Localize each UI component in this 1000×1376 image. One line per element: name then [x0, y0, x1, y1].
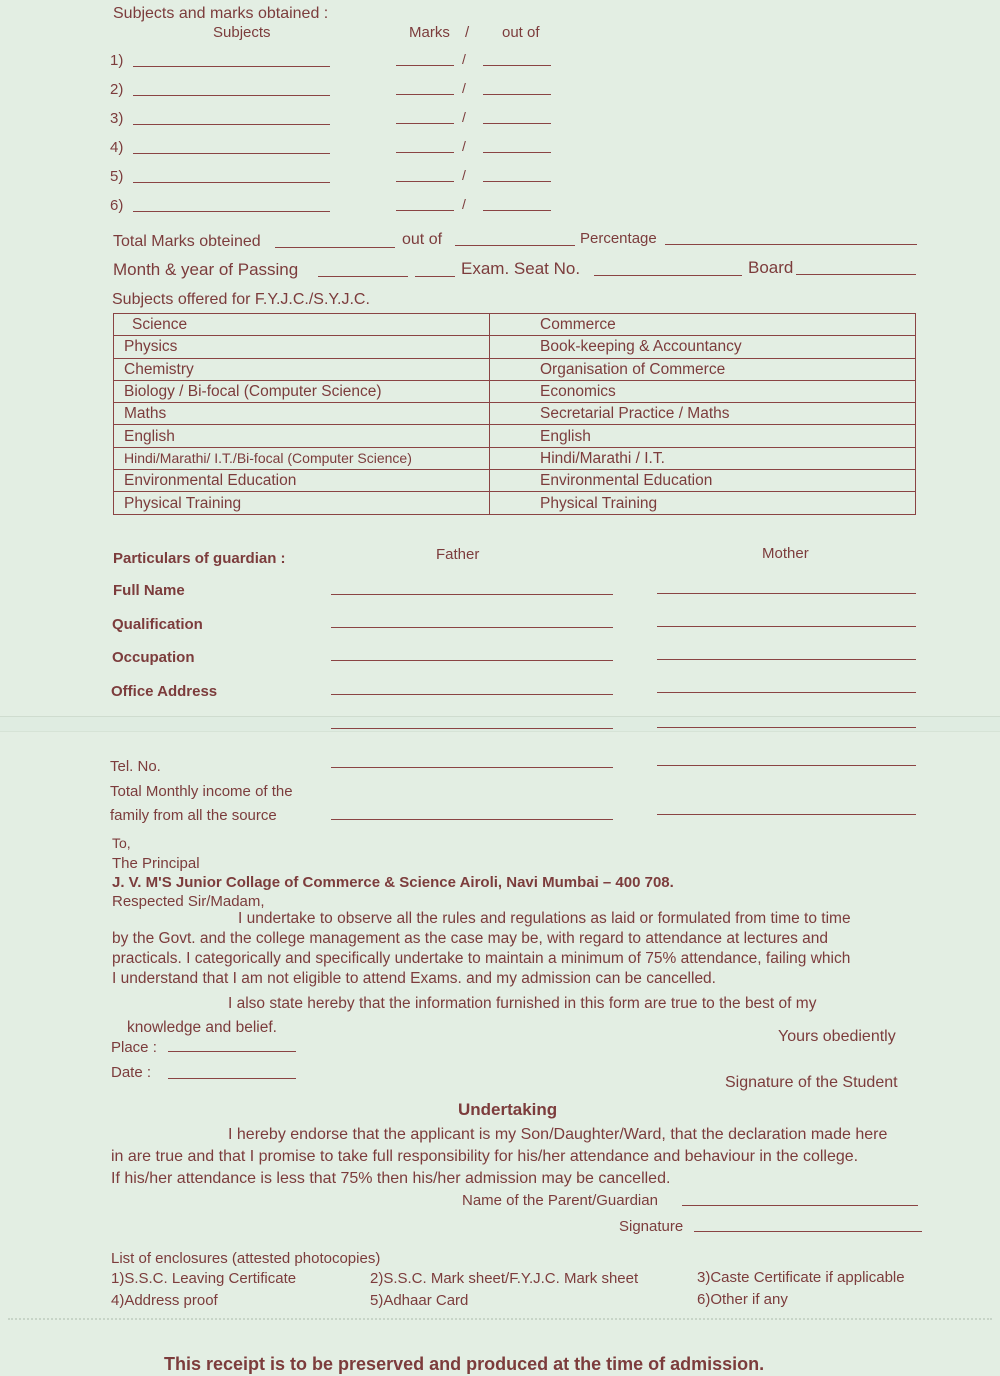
college-name: J. V. M'S Junior Collage of Commerce & Science Airoli, Navi Mumbai – 400 708. [112, 874, 674, 891]
undertaking-line-3: If his/her attendance is less that 75% then his/her admission may be cancelled. [111, 1170, 671, 1187]
mother-tel-field[interactable] [657, 765, 916, 766]
seat-no-label: Exam. Seat No. [461, 259, 581, 278]
enclosure-item: 4)Address proof [111, 1292, 218, 1309]
mother-header: Mother [762, 545, 809, 562]
commerce-subject: Economics [490, 380, 916, 402]
enclosure-item: 6)Other if any [697, 1291, 788, 1308]
out-of-label: out of [402, 231, 443, 248]
month-year-label: Month & year of Passing [113, 260, 299, 279]
subjects-marks-title: Subjects and marks obtained : [113, 5, 329, 22]
paper-fold [0, 716, 1000, 732]
date-field[interactable] [168, 1078, 296, 1079]
science-subject: Maths [114, 403, 490, 425]
marks-slash: / [462, 196, 466, 212]
subjects-offered-row [114, 470, 916, 492]
science-subject: Hindi/Marathi/ I.T./Bi-focal (Computer Science) [114, 447, 490, 469]
subject-row-number: 6) [110, 197, 124, 214]
yours-obediently: Yours obediently [778, 1028, 896, 1045]
science-subject: Biology / Bi-focal (Computer Science) [114, 380, 490, 402]
commerce-subject: Physical Training [490, 492, 916, 514]
year-field[interactable] [415, 276, 455, 277]
marks-field[interactable] [396, 94, 454, 95]
mother-occupation-field[interactable] [657, 659, 916, 660]
parent-name-label: Name of the Parent/Guardian [462, 1192, 658, 1209]
subjects-offered-row [114, 358, 916, 380]
total-marks-label: Total Marks obteined [113, 233, 261, 250]
mother-office-address-field[interactable] [657, 692, 916, 693]
letter-principal: The Principal [112, 855, 200, 872]
subject-row-number: 4) [110, 139, 124, 156]
income-label-1: Total Monthly income of the [110, 783, 293, 800]
marks-field[interactable] [396, 65, 454, 66]
col-subjects: Subjects [213, 24, 271, 41]
undertaking-line-2: in are true and that I promise to take full responsibility for his/her attendance and behaviour in the college. [111, 1148, 859, 1165]
commerce-subject: Secretarial Practice / Maths [490, 403, 916, 425]
out-of-marks-field[interactable] [483, 65, 551, 66]
place-field[interactable] [168, 1051, 296, 1052]
qualification-label: Qualification [112, 616, 203, 633]
out-of-marks-field[interactable] [483, 94, 551, 95]
subjects-offered-table [113, 313, 916, 515]
subject-row-number: 1) [110, 52, 124, 69]
subject-row-number: 5) [110, 168, 124, 185]
enclosure-item: 3)Caste Certificate if applicable [697, 1269, 905, 1286]
marks-field[interactable] [396, 181, 454, 182]
col-slash: / [465, 24, 470, 41]
receipt-note: This receipt is to be preserved and produced at the time of admission. [164, 1354, 765, 1374]
parent-signature-label: Signature [619, 1218, 684, 1235]
state-line-1: I also state hereby that the information furnished in this form are true to the best of my [228, 995, 817, 1012]
marks-slash: / [462, 167, 466, 183]
subject-row-number: 2) [110, 81, 124, 98]
letter-to: To, [112, 835, 131, 851]
subject-name-field[interactable] [133, 124, 330, 125]
science-subject: English [114, 425, 490, 447]
commerce-subject: Book-keeping & Accountancy [490, 336, 916, 358]
percentage-label: Percentage [580, 230, 657, 247]
enclosure-item: 1)S.S.C. Leaving Certificate [111, 1270, 297, 1287]
board-label: Board [748, 258, 794, 277]
undertake-line-3: practicals. I categorically and specifically undertake to maintain a minimum of 75% attendance, failing which [112, 950, 851, 967]
tear-line [8, 1318, 992, 1320]
col-outof: out of [502, 24, 540, 41]
percentage-field[interactable] [665, 244, 917, 245]
commerce-subject: English [490, 425, 916, 447]
parent-name-field[interactable] [682, 1205, 918, 1206]
subjects-offered-row [114, 425, 916, 447]
mother-full-name-field[interactable] [657, 593, 916, 594]
date-label: Date : [111, 1064, 152, 1081]
father-office-address-field[interactable] [331, 694, 613, 695]
father-office-address-field-2[interactable] [331, 728, 613, 729]
marks-slash: / [462, 138, 466, 154]
commerce-subject: Organisation of Commerce [490, 358, 916, 380]
science-subject: Chemistry [114, 358, 490, 380]
subjects-offered-row [114, 492, 916, 514]
mother-qualification-field[interactable] [657, 626, 916, 627]
guardian-title: Particulars of guardian : [113, 550, 286, 567]
out-of-field[interactable] [455, 245, 575, 246]
subject-row-number: 3) [110, 110, 124, 127]
full-name-label: Full Name [113, 582, 185, 599]
subjects-offered-row [114, 403, 916, 425]
father-occupation-field[interactable] [331, 660, 613, 661]
subject-name-field[interactable] [133, 153, 330, 154]
marks-slash: / [462, 51, 466, 67]
undertake-line-4: I understand that I am not eligible to attend Exams. and my admission can be cancelled. [112, 970, 716, 987]
subjects-offered-title: Subjects offered for F.Y.J.C./S.Y.J.C. [112, 291, 370, 308]
seat-no-field[interactable] [594, 275, 742, 276]
enclosure-item: 5)Adhaar Card [370, 1292, 469, 1309]
office-address-label: Office Address [111, 683, 218, 700]
science-header: Science [114, 314, 490, 336]
marks-field[interactable] [396, 210, 454, 211]
state-line-2: knowledge and belief. [127, 1019, 277, 1036]
science-subject: Environmental Education [114, 470, 490, 492]
commerce-subject: Environmental Education [490, 470, 916, 492]
marks-slash: / [462, 109, 466, 125]
out-of-marks-field[interactable] [483, 210, 551, 211]
subjects-offered-row [114, 314, 916, 336]
marks-field[interactable] [396, 123, 454, 124]
out-of-marks-field[interactable] [483, 181, 551, 182]
marks-field[interactable] [396, 152, 454, 153]
occupation-label: Occupation [112, 649, 195, 666]
science-subject: Physical Training [114, 492, 490, 514]
undertaking-title: Undertaking [458, 1100, 558, 1119]
col-marks: Marks [409, 24, 450, 41]
undertake-line-2: by the Govt. and the college management as the case may be, with regard to attendance at lectures and [112, 930, 829, 947]
tel-label: Tel. No. [110, 758, 161, 775]
subject-name-field[interactable] [133, 182, 330, 183]
out-of-marks-field[interactable] [483, 123, 551, 124]
place-label: Place : [111, 1039, 157, 1056]
board-field[interactable] [796, 274, 916, 275]
undertaking-line-1: I hereby endorse that the applicant is my Son/Daughter/Ward, that the declaration made here [228, 1126, 888, 1143]
signature-student-label: Signature of the Student [725, 1074, 898, 1091]
salutation: Respected Sir/Madam, [112, 893, 265, 910]
science-subject: Physics [114, 336, 490, 358]
father-qualification-field[interactable] [331, 627, 613, 628]
undertake-line-1: I undertake to observe all the rules and regulations as laid or formulated from time to time [238, 910, 851, 927]
father-header: Father [436, 546, 480, 563]
marks-slash: / [462, 80, 466, 96]
mother-office-address-field-2[interactable] [657, 727, 916, 728]
subjects-offered-row [114, 336, 916, 358]
father-full-name-field[interactable] [331, 594, 613, 595]
subjects-offered-row [114, 380, 916, 402]
father-tel-field[interactable] [331, 767, 613, 768]
father-income-field[interactable] [331, 819, 613, 820]
out-of-marks-field[interactable] [483, 152, 551, 153]
subject-name-field[interactable] [133, 66, 330, 67]
subjects-offered-row [114, 447, 916, 469]
commerce-subject: Hindi/Marathi / I.T. [490, 447, 916, 469]
commerce-header: Commerce [490, 314, 916, 336]
enclosures-title: List of enclosures (attested photocopies) [111, 1250, 381, 1267]
subject-name-field[interactable] [133, 211, 330, 212]
month-field[interactable] [318, 276, 408, 277]
total-marks-field[interactable] [275, 247, 395, 248]
parent-signature-field[interactable] [694, 1231, 922, 1232]
income-label-2: family from all the source [110, 807, 277, 824]
mother-income-field[interactable] [657, 814, 916, 815]
enclosure-item: 2)S.S.C. Mark sheet/F.Y.J.C. Mark sheet [370, 1270, 639, 1287]
subject-name-field[interactable] [133, 95, 330, 96]
